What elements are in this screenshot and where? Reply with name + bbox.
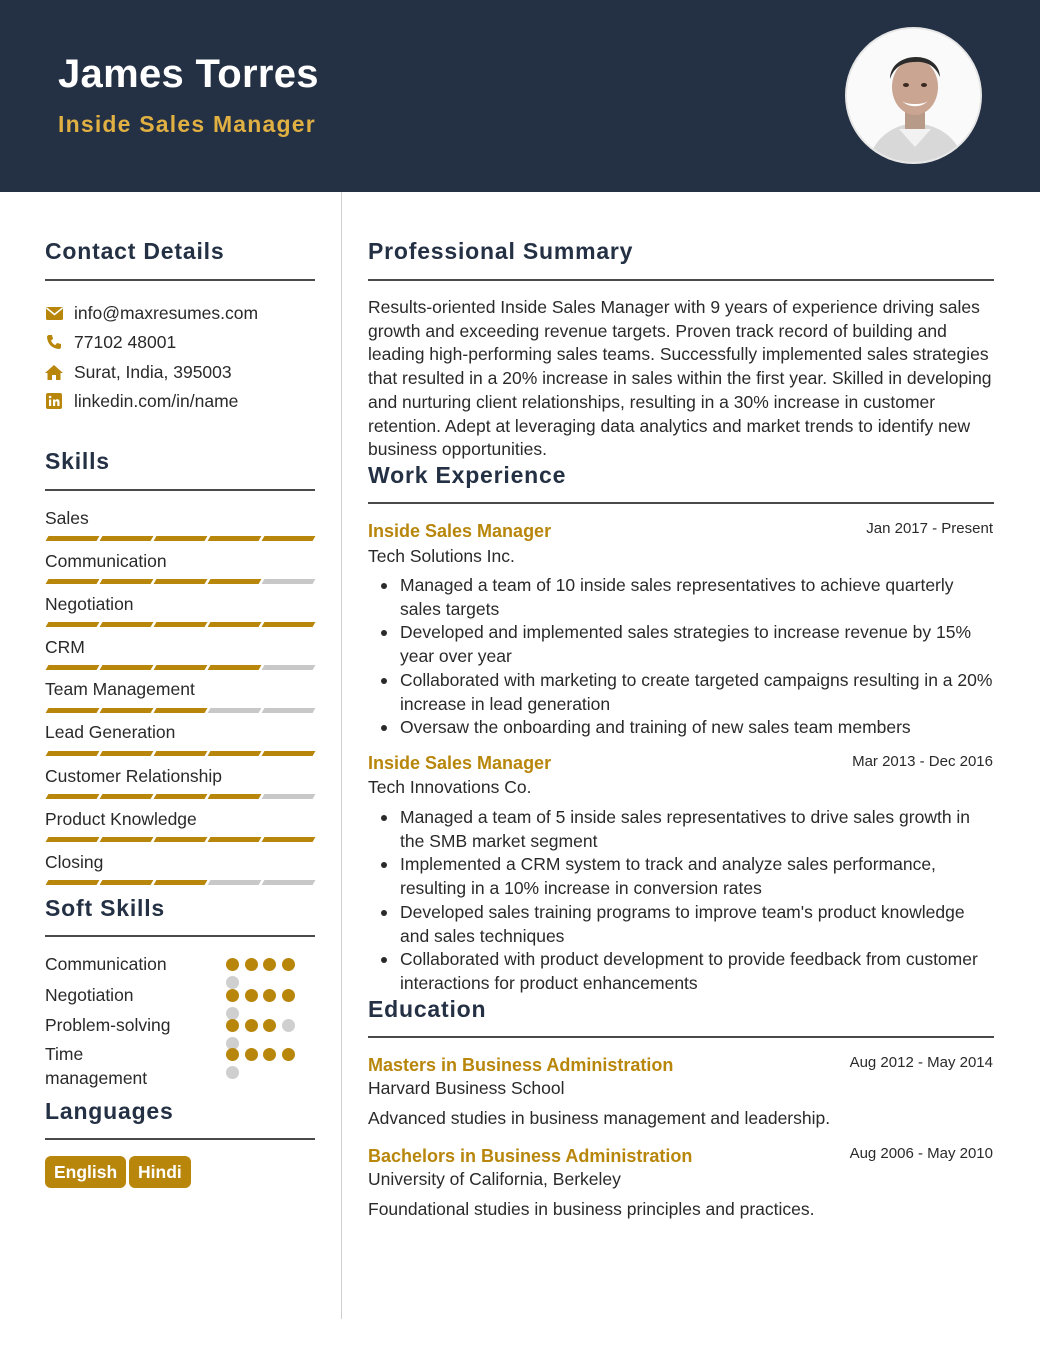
skill-level-segment <box>154 665 208 670</box>
education-rule <box>368 1036 994 1038</box>
skill-label: Customer Relationship <box>45 766 223 786</box>
job-bullet: Oversaw the onboarding and training of new sales team members <box>368 716 994 740</box>
candidate-title: Inside Sales Manager <box>58 111 316 137</box>
skill-level-segment <box>46 751 100 756</box>
skill-level-segment <box>154 880 208 885</box>
skill-level-segment <box>154 536 208 541</box>
job-bullets <box>368 806 994 996</box>
skill-level-bar <box>45 579 315 584</box>
skill-label: Negotiation <box>45 594 134 614</box>
skill-level-segment <box>262 536 316 541</box>
skill-level-segment <box>46 794 100 799</box>
languages-heading: Languages <box>45 1098 174 1124</box>
skill-label: Team Management <box>45 679 195 699</box>
skill-level-segment <box>208 794 262 799</box>
degree-date: Aug 2012 - May 2014 <box>849 1054 993 1071</box>
skill-level-segment <box>262 837 316 842</box>
job-date: Jan 2017 - Present <box>866 520 993 537</box>
degree-title: Bachelors in Business Administration <box>368 1146 693 1166</box>
skill-level-segment <box>46 622 100 627</box>
summary-heading: Professional Summary <box>368 238 634 264</box>
profile-photo <box>845 27 982 164</box>
soft-skills-rule <box>45 935 315 937</box>
skill-level-segment <box>208 579 262 584</box>
soft-skill-rating-dot <box>245 1019 258 1032</box>
skill-level-segment <box>154 837 208 842</box>
skill-level-segment <box>154 579 208 584</box>
degree-description: Advanced studies in business management and leadership. <box>368 1108 831 1128</box>
skill-level-segment <box>46 708 100 713</box>
skill-level-segment <box>100 880 154 885</box>
contact-linkedin-text: linkedin.com/in/name <box>74 390 239 411</box>
skill-level-segment <box>100 579 154 584</box>
soft-skill-label: Time management <box>45 1044 148 1088</box>
skill-level-segment <box>262 622 316 627</box>
job-company: Tech Solutions Inc. <box>368 546 515 566</box>
contact-email[interactable] <box>45 302 258 324</box>
experience-heading: Work Experience <box>368 462 567 488</box>
skills-heading: Skills <box>45 448 110 474</box>
contact-address <box>45 361 232 383</box>
school-name: Harvard Business School <box>368 1078 565 1098</box>
summary-rule <box>368 279 994 281</box>
language-tag: Hindi <box>129 1156 191 1188</box>
skill-level-segment <box>208 837 262 842</box>
degree-date: Aug 2006 - May 2010 <box>849 1145 993 1162</box>
skill-level-segment <box>100 622 154 627</box>
skill-level-segment <box>154 794 208 799</box>
job-bullet: Collaborated with marketing to create targeted campaigns resulting in a 20% increase in lead generation <box>368 669 994 716</box>
language-tag: English <box>45 1156 126 1188</box>
skill-level-bar <box>45 794 315 799</box>
skill-label: CRM <box>45 637 85 657</box>
skill-label: Communication <box>45 551 167 571</box>
phone-icon <box>45 333 63 351</box>
soft-skill-label: Negotiation <box>45 985 134 1005</box>
job-bullet: Developed sales training programs to improve team's product knowledge and sales techniques <box>368 901 994 948</box>
skill-level-segment <box>100 837 154 842</box>
skill-level-segment <box>46 665 100 670</box>
skill-level-segment <box>154 751 208 756</box>
soft-skill-rating-dot <box>263 958 276 971</box>
skill-level-segment <box>46 579 100 584</box>
job-company: Tech Innovations Co. <box>368 777 532 797</box>
soft-skill-rating-dot <box>282 958 295 971</box>
skill-level-segment <box>262 708 316 713</box>
skill-label: Closing <box>45 852 104 872</box>
column-divider <box>341 192 342 1319</box>
skill-level-segment <box>262 751 316 756</box>
soft-skill-rating-dot <box>282 1019 295 1032</box>
soft-skill-rating-dot <box>226 976 239 989</box>
skill-level-segment <box>100 794 154 799</box>
skill-level-bar <box>45 708 315 713</box>
soft-skill-rating-dot <box>226 989 239 1002</box>
job-bullet: Implemented a CRM system to track and analyze sales performance, resulting in a 10% increase in conversion rates <box>368 853 994 900</box>
job-date: Mar 2013 - Dec 2016 <box>852 753 993 770</box>
skill-level-segment <box>100 708 154 713</box>
job-bullets <box>368 574 994 740</box>
soft-skill-rating-dot <box>226 1048 239 1061</box>
soft-skills-heading: Soft Skills <box>45 895 165 921</box>
soft-skill-rating-dot <box>226 958 239 971</box>
skill-level-segment <box>154 708 208 713</box>
experience-rule <box>368 502 994 504</box>
languages-rule <box>45 1138 315 1140</box>
skill-level-segment <box>46 536 100 541</box>
summary-text: Results-oriented Inside Sales Manager with 9 years of experience driving sales growth and exceeding revenue targets. Proven track record of building and leading high-performing sales teams. Successfully implemented sales strategies that resulted in a 20% increase in sales within the first year. Skilled in developing and nurturing client relationships, resulting in a 30% increase in customer retention. Adept at leveraging data analytics and market trends to identify new business opportunities. <box>368 297 992 460</box>
contact-address-text: Surat, India, 395003 <box>74 361 232 382</box>
skill-level-segment <box>262 880 316 885</box>
contact-phone[interactable] <box>45 331 176 353</box>
education-heading: Education <box>368 996 487 1022</box>
skill-level-segment <box>46 880 100 885</box>
skill-level-segment <box>208 622 262 627</box>
skill-level-segment <box>100 536 154 541</box>
job-bullet: Developed and implemented sales strategies to increase revenue by 15% year over year <box>368 621 994 668</box>
skill-label: Lead Generation <box>45 722 176 742</box>
soft-skill-rating-dot <box>226 1019 239 1032</box>
skill-level-bar <box>45 536 315 541</box>
envelope-icon <box>45 304 63 322</box>
linkedin-icon <box>45 392 63 410</box>
contact-email-text: info@maxresumes.com <box>74 302 259 323</box>
skill-level-bar <box>45 665 315 670</box>
skill-level-segment <box>208 536 262 541</box>
skill-level-segment <box>100 665 154 670</box>
school-name: University of California, Berkeley <box>368 1169 621 1189</box>
skill-level-segment <box>208 708 262 713</box>
skill-level-segment <box>208 751 262 756</box>
skill-level-bar <box>45 880 315 885</box>
soft-skill-rating-dot <box>263 1048 276 1061</box>
job-bullet: Managed a team of 5 inside sales representatives to drive sales growth in the SMB market segment <box>368 806 994 853</box>
job-title: Inside Sales Manager <box>368 521 552 541</box>
skill-level-bar <box>45 622 315 627</box>
skill-label: Product Knowledge <box>45 809 197 829</box>
contact-rule <box>45 279 315 281</box>
soft-skill-rating-dot <box>282 1048 295 1061</box>
job-title: Inside Sales Manager <box>368 753 552 773</box>
soft-skill-rating-dot <box>245 989 258 1002</box>
soft-skill-rating-dot <box>245 1048 258 1061</box>
contact-heading: Contact Details <box>45 238 225 264</box>
skill-level-segment <box>262 794 316 799</box>
skill-level-segment <box>154 622 208 627</box>
home-icon <box>45 363 63 381</box>
soft-skill-rating-dot <box>263 1019 276 1032</box>
degree-title: Masters in Business Administration <box>368 1055 674 1075</box>
contact-linkedin[interactable] <box>45 390 238 412</box>
skills-rule <box>45 489 315 491</box>
soft-skill-rating-dot <box>245 958 258 971</box>
degree-description: Foundational studies in business principles and practices. <box>368 1199 815 1219</box>
contact-phone-text: 77102 48001 <box>74 331 177 352</box>
skill-level-segment <box>208 665 262 670</box>
job-bullet: Managed a team of 10 inside sales representatives to achieve quarterly sales targets <box>368 574 994 621</box>
skill-level-segment <box>208 880 262 885</box>
skill-level-bar <box>45 751 315 756</box>
job-bullet: Collaborated with product development to provide feedback from customer interactions for product enhancements <box>368 948 994 995</box>
soft-skill-rating-dot <box>263 989 276 1002</box>
resume-header <box>0 0 1040 192</box>
candidate-name: James Torres <box>58 52 319 96</box>
skill-level-segment <box>100 751 154 756</box>
soft-skill-rating-dot <box>282 989 295 1002</box>
skill-level-bar <box>45 837 315 842</box>
soft-skill-label: Communication <box>45 954 167 974</box>
skill-level-segment <box>46 837 100 842</box>
skill-label: Sales <box>45 508 89 528</box>
soft-skill-label: Problem-solving <box>45 1015 171 1035</box>
skill-level-segment <box>262 579 316 584</box>
skill-level-segment <box>262 665 316 670</box>
soft-skill-rating-dot <box>226 1066 239 1079</box>
